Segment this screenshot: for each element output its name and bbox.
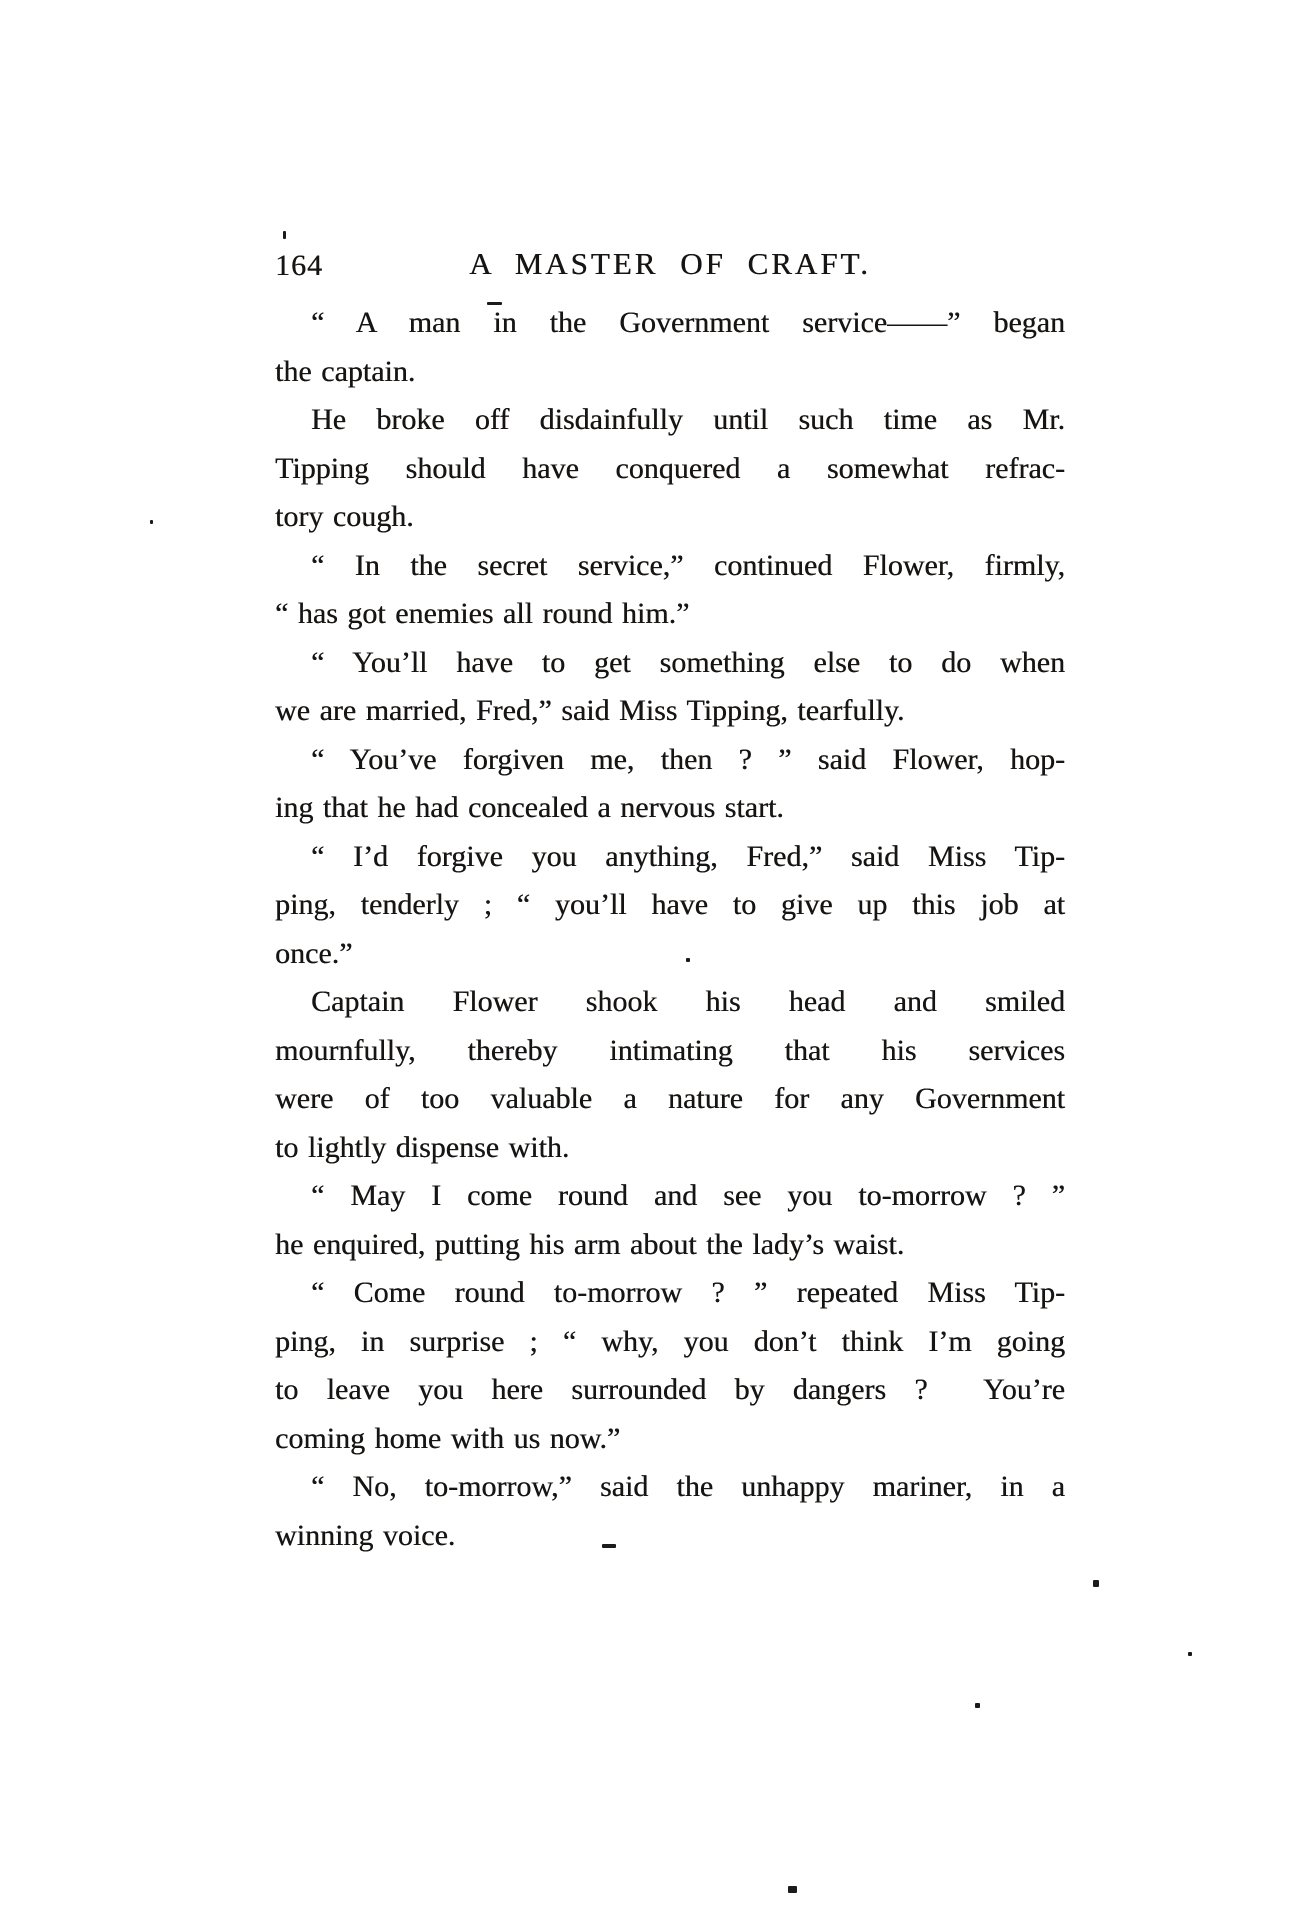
scan-artifact [788, 1886, 797, 1893]
text-line: Captain Flower shook his head and smiled [311, 985, 1065, 1018]
paragraph [275, 542, 1065, 639]
text-line: “ No, to-morrow,” said the unhappy mariner, in a [311, 1470, 1065, 1503]
text-line: we are married, Fred,” said Miss Tipping, tearfully. [275, 694, 905, 727]
text-line: “ In the secret service,” continued Flower, firmly, [311, 548, 1065, 582]
text-line: He broke off disdainfully until such time as Mr. [311, 403, 1065, 436]
page-number: 164 [275, 249, 323, 282]
paragraph [275, 736, 1065, 833]
scan-artifact [975, 1703, 980, 1708]
text-line: to leave you here surrounded by dangers ? You’re [275, 1373, 1065, 1406]
text-line: “ You’ll have to get something else to do when [311, 645, 1065, 679]
paragraph [275, 1172, 1065, 1269]
paragraph [275, 299, 1065, 396]
body-text [275, 299, 1065, 1560]
paragraph [275, 978, 1065, 1172]
scan-artifact [1188, 1652, 1192, 1656]
running-header [275, 246, 1065, 288]
text-line: mournfully, thereby intimating that his services [275, 1033, 1065, 1067]
paragraph [275, 639, 1065, 736]
scan-artifact [150, 520, 153, 524]
scan-artifact [1093, 1580, 1099, 1587]
scan-artifact [686, 958, 690, 962]
text-line: “ You’ve forgiven me, then ? ” said Flower, hop- [311, 742, 1065, 776]
text-line: ing that he had concealed a nervous start. [275, 791, 784, 824]
paragraph [275, 1269, 1065, 1463]
running-title: A MASTER OF CRAFT. [469, 246, 871, 281]
text-line: ping, in surprise ; “ why, you don’t think I’m going [275, 1324, 1065, 1358]
scan-artifact [487, 302, 502, 305]
text-line: “ has got enemies all round him.” [275, 597, 690, 630]
text-line: the captain. [275, 354, 416, 388]
paragraph [275, 833, 1065, 979]
text-line: Tipping should have conquered a somewhat refrac- [275, 451, 1065, 485]
text-line: tory cough. [275, 500, 414, 533]
text-line: once.” [275, 936, 353, 970]
text-line: winning voice. [275, 1518, 456, 1552]
scan-artifact [283, 231, 286, 239]
text-line: “ May I come round and see you to-morrow ? ” [311, 1179, 1065, 1212]
text-line: to lightly dispense with. [275, 1130, 570, 1164]
text-line: “ I’d forgive you anything, Fred,” said Miss Tip- [311, 839, 1065, 873]
text-line: “ A man in the Government service——” began [311, 306, 1065, 339]
text-line: were of too valuable a nature for any Government [275, 1082, 1065, 1115]
scan-artifact [602, 1544, 616, 1548]
text-line: he enquired, putting his arm about the lady’s waist. [275, 1227, 905, 1261]
text-line: ping, tenderly ; “ you’ll have to give up this job at [275, 888, 1065, 921]
text-line: coming home with us now.” [275, 1421, 621, 1455]
paragraph [275, 1463, 1065, 1560]
text-line: “ Come round to-morrow ? ” repeated Miss Tip- [311, 1276, 1065, 1309]
paragraph [275, 396, 1065, 542]
